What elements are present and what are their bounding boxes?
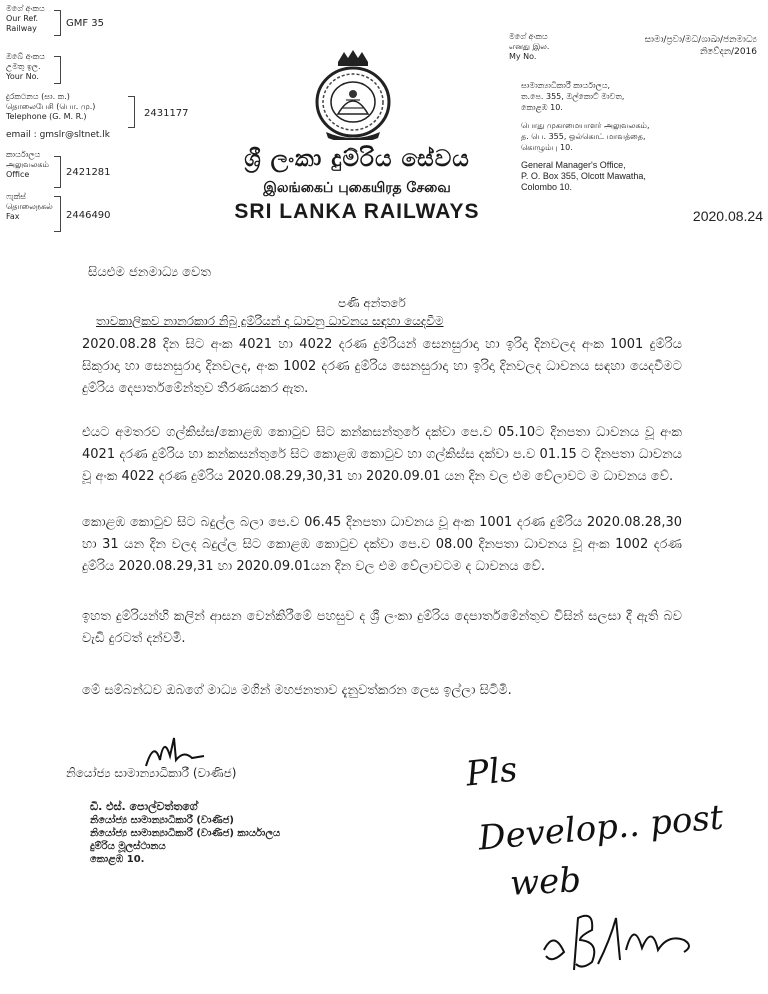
paragraph-3: කොළඹ කොටුව සිට බදුල්ල බලා පෙ.ව 06.45 දිනපතා ධාවනය වූ අංක 1001 දරණ දුම්රිය 2020.08.28,30 හා 31 යන දින වලද බදුල්ල සිට කොළඹ කොටුව දක්වා පෙ.ව 08.00 දිනපතා ධාවනය වූ අංක 1002 දරණ දුම්රිය 2020.08.29,31 හා 2020.09.01යන දින වල එම වේලාවටම ද ධාවනය වේ. <box>82 515 682 574</box>
fax-value: 2446490 <box>66 210 111 221</box>
address-tamil: பொது முகாமையாளர் அலுவலகம், த. பெ. 355, ஒல்கொட் மாவத்தை, கொழும்பு 10. <box>521 121 650 152</box>
our-ref-brace <box>54 10 61 36</box>
addressee: සියළුම ජනමාධ්‍ය වෙත <box>88 265 211 280</box>
handwritten-note-line-3: web <box>509 860 582 904</box>
your-ref-label: ඔබේ අංකය උමතු ඉල. Your No. <box>6 52 45 81</box>
paragraph-2: එයට අමතරව ගල්කිස්ස/කොළඹ කොටුව සිට කන්කසන්තුරේ දක්වා පෙ.ව 05.10ට දිනපතා ධාවනය වූ අංක 4021 දරණ දුම්රිය හා කන්කසන්තුරේ සිට කොළඹ කොටුව හා ගල්කිස්ස දක්වා ප.ව 01.15 ට දිනපතා ධාවනය වූ අංක 4022 දරණ දුම්රිය 2020.08.29,30,31 හා 2020.09.01 යන දින වල එම වේලාවට ම ධාවනය වේ. <box>82 425 682 484</box>
handwritten-initials <box>534 900 704 980</box>
signatory-name: ඩී. එස්. පොල්වත්තගේ <box>90 800 198 813</box>
telephone-label: දුරකථනය (සා. ක.) தொலைபேசி (பொ. மு.) Telephone (G. M. R.) <box>6 92 96 121</box>
signatory-rank-3: දුම්රිය මූලස්ථානය <box>90 841 166 852</box>
my-no-value: සාමා/ප්‍රවා/මධ/ශාඛා/ජනමාධ්‍ය නිවේදන/2016 <box>644 35 757 57</box>
our-ref-label: මගේ අංකය Our Ref. Railway <box>6 4 45 33</box>
office-value: 2421281 <box>66 167 111 178</box>
railway-emblem <box>308 48 398 140</box>
signatory-rank-4: කොළඹ 10. <box>90 854 145 865</box>
handwritten-initials-icon <box>534 900 704 980</box>
handwritten-note-line-1: Pls <box>464 749 520 795</box>
paragraph-5: මේ සම්බන්ධව ඔබගේ මාධ්‍ය මගින් මහජනතාව දැනුවත්කරන ලෙස ඉල්ලා සිටිමි. <box>82 683 512 698</box>
signatory-rank-1: නියෝජ්‍ය සාමාන්‍යාධිකාරී (වාණිජ) <box>90 815 234 826</box>
email: email : gmslr@sltnet.lk <box>6 130 111 140</box>
signature-title: නියෝජ්‍ය සාමාන්‍යාධිකාරී (වාණිජ) <box>66 766 237 780</box>
salutation: පණි අන්තරේ <box>338 296 406 310</box>
fax-label: ෆැක්ස් தொலைநகல் Fax <box>6 192 53 221</box>
signatory-rank-2: නියෝජ්‍ය සාමාන්‍යාධිකාරී (වාණිජ) කාර්යාලය <box>90 828 281 839</box>
address-english: General Manager's Office, P. O. Box 355, Olcott Mawatha, Colombo 10. <box>521 160 646 192</box>
title-english: SRI LANKA RAILWAYS <box>234 200 480 223</box>
fax-brace <box>54 196 61 232</box>
telephone-brace <box>128 96 135 128</box>
your-ref-brace <box>54 56 61 84</box>
title-tamil: இலங்கைப் புகையிரத சேவை <box>263 180 451 196</box>
telephone-value: 2431177 <box>144 108 189 119</box>
our-ref-value: GMF 35 <box>66 18 105 29</box>
subject-line: තාවකාලිකව නානරකාර නිබු දුම්රියන් ද ධාවනු ධාවනය සඳහා යෙදවීම <box>96 314 444 328</box>
address-sinhala: සාමාන්‍යාධිකාරී කාර්යාලය, ත.පෙ. 355, ඔල්කොට් මාවත, කොළඹ 10. <box>521 81 625 112</box>
title-sinhala: ශ්‍රී ලංකා දුම්රිය සේවය <box>244 146 470 172</box>
letterhead-left <box>0 0 230 240</box>
paragraph-4: ඉහත දුම්රියන්හි කලින් ආසන වෙන්කිරීමේ පහසුව ද ශ්‍රී ලංකා දුම්රිය දෙපාර්තමේන්තුව විසින් සලසා දී ඇති බව වැඩි දුරටත් දන්වමි. <box>82 609 682 646</box>
my-no-label: මගේ අංකය எனது இல. My No. <box>509 32 550 61</box>
letterhead-right <box>505 28 763 238</box>
handwritten-note-line-2: Develop.. post <box>476 797 725 859</box>
office-label: කාර්යාලය அலுவலகம் Office <box>6 150 49 179</box>
letter-date: 2020.08.24 <box>692 208 763 224</box>
railway-emblem-icon <box>308 48 398 140</box>
paragraph-1: 2020.08.28 දින සිට අංක 4021 හා 4022 දරණ දුම්රියන් සෙනසුරාදා හා ඉරිදා දිනවලද අංක 1001 දුම්රිය සිකුරාදා හා සෙනසුරාදා දිනවලද, අංක 1002 දරණ දුම්රිය සෙනසුරාදා හා ඉරිදා දිනවලද ධාවනය සඳහා යෙදවීමට දුම්රිය දෙපාර්තමේන්තුව තීරණයකර ඇත. <box>82 337 682 396</box>
office-brace <box>54 156 61 188</box>
